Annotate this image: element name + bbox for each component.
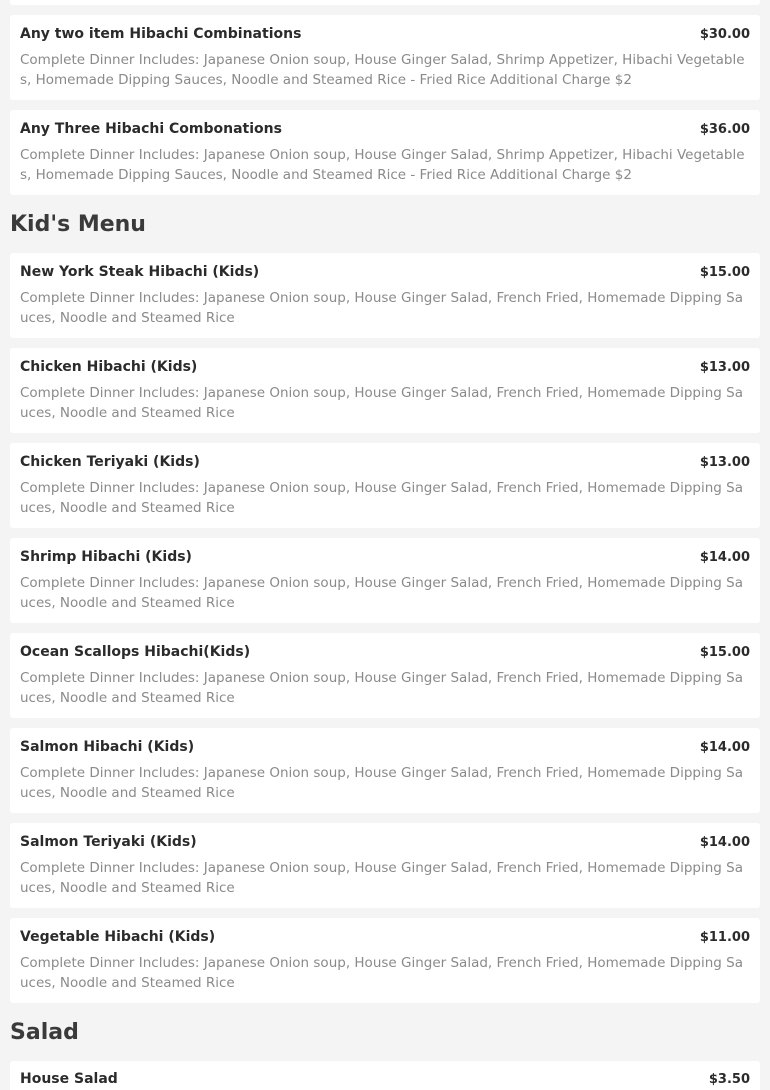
previous-menu-card[interactable] [10,0,760,5]
menu-item-name: Shrimp Hibachi (Kids) [20,549,192,565]
menu-item-price: $11.00 [699,930,750,945]
menu-item-description: Complete Dinner Includes: Japanese Onion soup, House Ginger Salad, French Fried, Homemade Dipping Sauces, Noodle and Steamed Rice [20,290,743,326]
menu-item-card[interactable] [10,823,760,908]
menu-item-description: Complete Dinner Includes: Japanese Onion soup, House Ginger Salad, French Fried, Homemade Dipping Sauces, Noodle and Steamed Rice [20,385,743,421]
menu-item-name: Salmon Teriyaki (Kids) [20,834,197,850]
menu-item-name: Any two item Hibachi Combinations [20,26,302,42]
menu-item-price: $14.00 [699,740,750,755]
menu-item-name: Ocean Scallops Hibachi(Kids) [20,644,251,660]
menu-item-description: Complete Dinner Includes: Japanese Onion soup, House Ginger Salad, French Fried, Homemade Dipping Sauces, Noodle and Steamed Rice [20,765,743,801]
menu-item-card[interactable] [10,918,760,1003]
menu-item-price: $3.50 [708,1072,750,1087]
menu-item-name: Chicken Hibachi (Kids) [20,359,198,375]
menu-item-card[interactable] [10,443,760,528]
menu-item-description: Complete Dinner Includes: Japanese Onion soup, House Ginger Salad, Shrimp Appetizer, Hibachi Vegetables, Homemade Dipping Sauces, Noodle and Steamed Rice - Fried Rice Additional Charge $2 [20,147,745,183]
menu-item-name: Any Three Hibachi Combonations [20,121,282,137]
menu-item-price: $13.00 [699,455,750,470]
menu-item-card[interactable] [10,110,760,195]
menu-item-description: Complete Dinner Includes: Japanese Onion soup, House Ginger Salad, Shrimp Appetizer, Hibachi Vegetables, Homemade Dipping Sauces, Noodle and Steamed Rice - Fried Rice Additional Charge $2 [20,52,745,88]
menu-item-name: Vegetable Hibachi (Kids) [20,929,216,945]
menu-item-card[interactable] [10,538,760,623]
menu-item-price: $13.00 [699,360,750,375]
menu-item-description: Complete Dinner Includes: Japanese Onion soup, House Ginger Salad, French Fried, Homemade Dipping Sauces, Noodle and Steamed Rice [20,575,743,611]
menu-item-price: $14.00 [699,835,750,850]
menu-item-card[interactable] [10,728,760,813]
menu-item-card[interactable] [10,15,760,100]
menu-item-price: $14.00 [699,550,750,565]
menu-item-name: House Salad [20,1071,118,1087]
section-heading-kids-menu: Kid's Menu [10,212,146,237]
menu-item-name: Salmon Hibachi (Kids) [20,739,195,755]
menu-item-price: $30.00 [699,27,750,42]
menu-item-card[interactable] [10,633,760,718]
menu-item-price: $36.00 [699,122,750,137]
menu-item-description: Complete Dinner Includes: Japanese Onion soup, House Ginger Salad, French Fried, Homemade Dipping Sauces, Noodle and Steamed Rice [20,480,743,516]
menu-item-price: $15.00 [699,645,750,660]
menu-item-name: New York Steak Hibachi (Kids) [20,264,260,280]
menu-item-description: Complete Dinner Includes: Japanese Onion soup, House Ginger Salad, French Fried, Homemade Dipping Sauces, Noodle and Steamed Rice [20,955,743,991]
menu-item-description: Complete Dinner Includes: Japanese Onion soup, House Ginger Salad, French Fried, Homemade Dipping Sauces, Noodle and Steamed Rice [20,860,743,896]
menu-item-name: Chicken Teriyaki (Kids) [20,454,200,470]
menu-item-card[interactable] [10,348,760,433]
menu-item-price: $15.00 [699,265,750,280]
section-heading-salad: Salad [10,1020,79,1045]
menu-item-description: Complete Dinner Includes: Japanese Onion soup, House Ginger Salad, French Fried, Homemade Dipping Sauces, Noodle and Steamed Rice [20,670,743,706]
menu-item-card[interactable] [10,253,760,338]
menu-item-card[interactable] [10,1061,760,1090]
